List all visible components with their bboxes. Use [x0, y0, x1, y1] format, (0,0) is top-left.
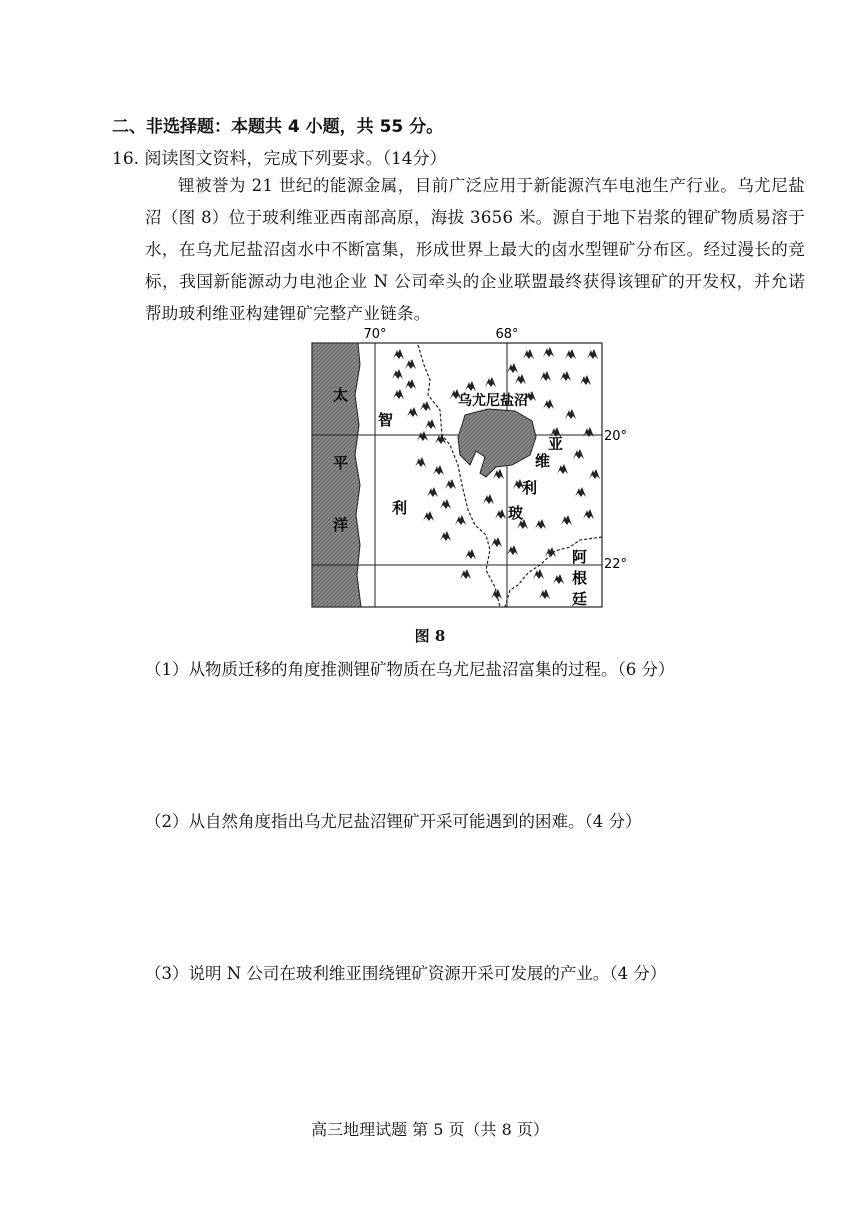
sub-question-1: （1）从物质迁移的角度推测锂矿物质在乌尤尼盐沼富集的过程。（6 分）	[145, 660, 675, 679]
sub-question-2: （2）从自然角度指出乌尤尼盐沼锂矿开采可能遇到的困难。（4 分）	[145, 812, 642, 831]
page-footer: 高三地理试题 第 5 页（共 8 页）	[311, 1120, 549, 1139]
bolivia-label: 玻	[508, 504, 524, 522]
figure-caption: 图 8	[414, 627, 446, 645]
chile-label: 智	[378, 411, 394, 429]
question-header: 16. 阅读图文资料，完成下列要求。（14分）	[112, 149, 447, 169]
sub-question-3: （3）说明 N 公司在玻利维亚围绕锂矿资源开采可发展的产业。（4 分）	[145, 964, 667, 983]
argentina-label: 廷	[572, 590, 588, 608]
lon-label-70: 70°	[363, 327, 387, 342]
bolivia-label: 维	[535, 452, 551, 470]
bolivia-label: 亚	[548, 435, 564, 453]
pacific-ocean	[312, 343, 361, 607]
lon-label-68: 68°	[495, 327, 519, 342]
map-figure	[300, 325, 628, 610]
ocean-label: 太	[333, 386, 349, 404]
ocean-label: 洋	[333, 516, 349, 534]
argentina-label: 根	[572, 569, 588, 587]
chile-label: 利	[392, 499, 408, 517]
ocean-label: 平	[333, 454, 349, 472]
argentina-label: 阿	[572, 548, 588, 566]
lat-label-20: 20°	[604, 429, 628, 444]
question-paragraph: 锂被誉为 21 世纪的能源金属，目前广泛应用于新能源汽车电池生产行业。乌尤尼盐沼（图 8）位于玻利维亚西南部高原，海拔 3656 米。源自于地下岩浆的锂矿物质易溶于水，在乌尤尼盐沼卤水中不断富集，形成世界上最大的卤水型锂矿分布区。经过漫长的竞标，我国新能源动力电池企业 N 公司牵头的企业联盟最终获得该锂矿的开发权，并允诺帮助玻利维亚构建锂矿完整产业链条。	[145, 176, 805, 323]
lat-label-22: 22°	[604, 557, 628, 572]
section-title: 二、非选择题：本题共 4 小题，共 55 分。	[112, 117, 444, 137]
salt-flat-label: 乌尤尼盐沼	[458, 393, 528, 409]
bolivia-label: 利	[522, 479, 538, 497]
